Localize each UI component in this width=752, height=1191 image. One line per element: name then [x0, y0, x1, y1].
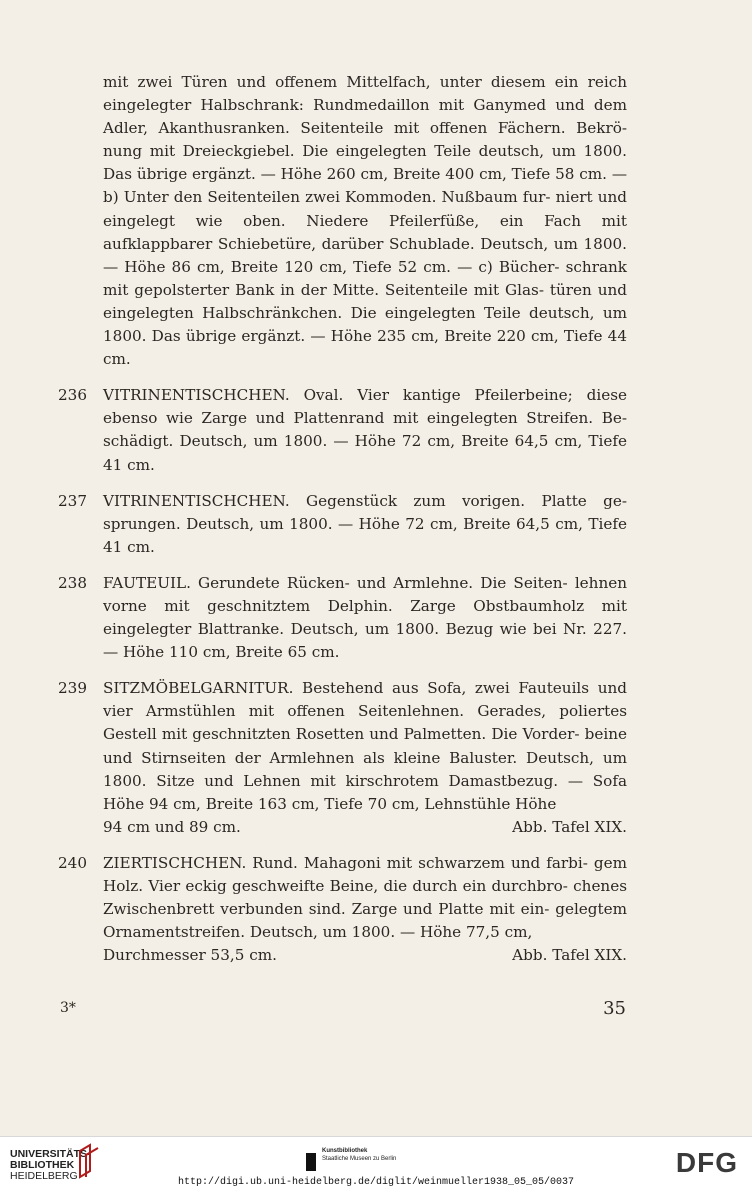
entry-last-line: Durchmesser 53,5 cm. Abb. Tafel XIX.: [103, 944, 627, 967]
body-text: [58, 71, 628, 980]
university-library-logo[interactable]: UNIVERSITÄTS- BIBLIOTHEK HEIDELBERG: [10, 1148, 91, 1182]
entry-number: 237: [58, 491, 87, 510]
catalog-entry-236: 236 VITRINENTISCHCHEN. Oval. Vier kantige Pfeilerbeine; diese ebenso wie Zarge und Plattenrand mit eingelegten Streifen. Be- schädigt. Deutsch, um 1800. — Höhe 72 cm, Breite 64,5 cm, Tiefe 41 cm.: [58, 386, 628, 474]
catalog-entry-238: 238 FAUTEUIL. Gerundete Rücken- und Armlehne. Die Seiten- lehnen vorne mit geschnitztem Delphin. Zarge Obstbaumholz mit eingelegter Blattranke. Deutsch, um 1800. Bezug wie bei Nr. 227. — Höhe 110 cm, Breite 65 cm.: [58, 573, 627, 662]
sheet-signature: 3*: [60, 1000, 76, 1016]
plate-reference: Abb. Tafel XIX.: [512, 817, 627, 836]
entry-number: 239: [58, 679, 87, 698]
university-emblem-icon: [76, 1143, 102, 1179]
catalog-entry-240: 240 ZIERTISCHCHEN. Rund. Mahagoni mit schwarzem und farbi- gem Holz. Vier eckig geschweifte Beine, die durch ein durchbro- chenes Zwischenbrett verbunden sind. Zarge und Platte mit ein- gelegtem Ornamentstreifen. Deutsch, um 1800. — Höhe 77,5 cm, Durchmesser 53,5 cm. Abb. Tafel XIX.: [103, 852, 627, 967]
kunstbibliothek-logo[interactable]: Kunstbibliothek Staatliche Museen zu Berlin: [322, 1147, 396, 1163]
entry-number: 238: [58, 573, 87, 592]
dfg-logo[interactable]: DFG: [675, 1147, 738, 1178]
catalog-entry-237: 237 VITRINENTISCHCHEN. Gegenstück zum vorigen. Platte ge- sprungen. Deutsch, um 1800. — Höhe 72 cm, Breite 64,5 cm, Tiefe 41 cm.: [58, 491, 627, 556]
permalink-url[interactable]: http://digi.ub.uni-heidelberg.de/diglit/weinmueller1938_05_05/0037: [177, 1177, 575, 1188]
page-number: 35: [603, 998, 626, 1019]
catalog-entry-239: 239 SITZMÖBELGARNITUR. Bestehend aus Sofa, zwei Fauteuils und vier Armstühlen mit offenen Seitenlehnen. Gerades, poliertes Gestell mit geschnitzten Rosetten und Palmetten. Die Vorder- beine und Stirnseiten der Armlehnen als kleine Baluster. Deutsch, um 1800. Sitze und Lehnen mit kirschrotem Damastbezug. — Sofa Höhe 94 cm, Breite 163 cm, Tiefe 70 cm, Lehnstühle Höhe 94 cm und 89 cm. Abb. Tafel XIX.: [103, 677, 627, 839]
plate-reference: Abb. Tafel XIX.: [512, 946, 627, 965]
continuation-paragraph: mit zwei Türen und offenem Mittelfach, unter diesem ein reich eingelegter Halbschrank: Rundmedaillon mit Ganymed und dem Adler, Akanthusranken. Seitenteile mit offenen Fächern. Bekrö- nung mit Dreieckgiebel. Die eingelegten Teile deutsch, um 1800. Das übrige ergänzt. — Höhe 260 cm, Breite 400 cm, Tiefe 58 cm. — b) Unter den Seitenteilen zwei Kommoden. Nußbaum fur- niert und eingelegt wie oben. Niedere Pfeilerfüße, ein Fach mit aufklappbarer Schiebetüre, darüber Schublade. Deutsch, um 1800. — Höhe 86 cm, Breite 120 cm, Tiefe 52 cm. — c) Bücher- schrank mit gepolsterter Bank in der Mitte. Seitenteile mit Glas- türen und eingelegten Halbschränkchen. Die eingelegten Teile deutsch, um 1800. Das übrige ergänzt. — Höhe 235 cm, Breite 220 cm, Tiefe 44 cm.: [103, 73, 628, 369]
entry-number: 240: [58, 853, 87, 872]
kunstbibliothek-icon: [306, 1153, 316, 1171]
digitization-footer: [0, 1136, 752, 1191]
entry-number: 236: [58, 386, 87, 405]
entry-last-line: 94 cm und 89 cm. Abb. Tafel XIX.: [103, 816, 627, 839]
